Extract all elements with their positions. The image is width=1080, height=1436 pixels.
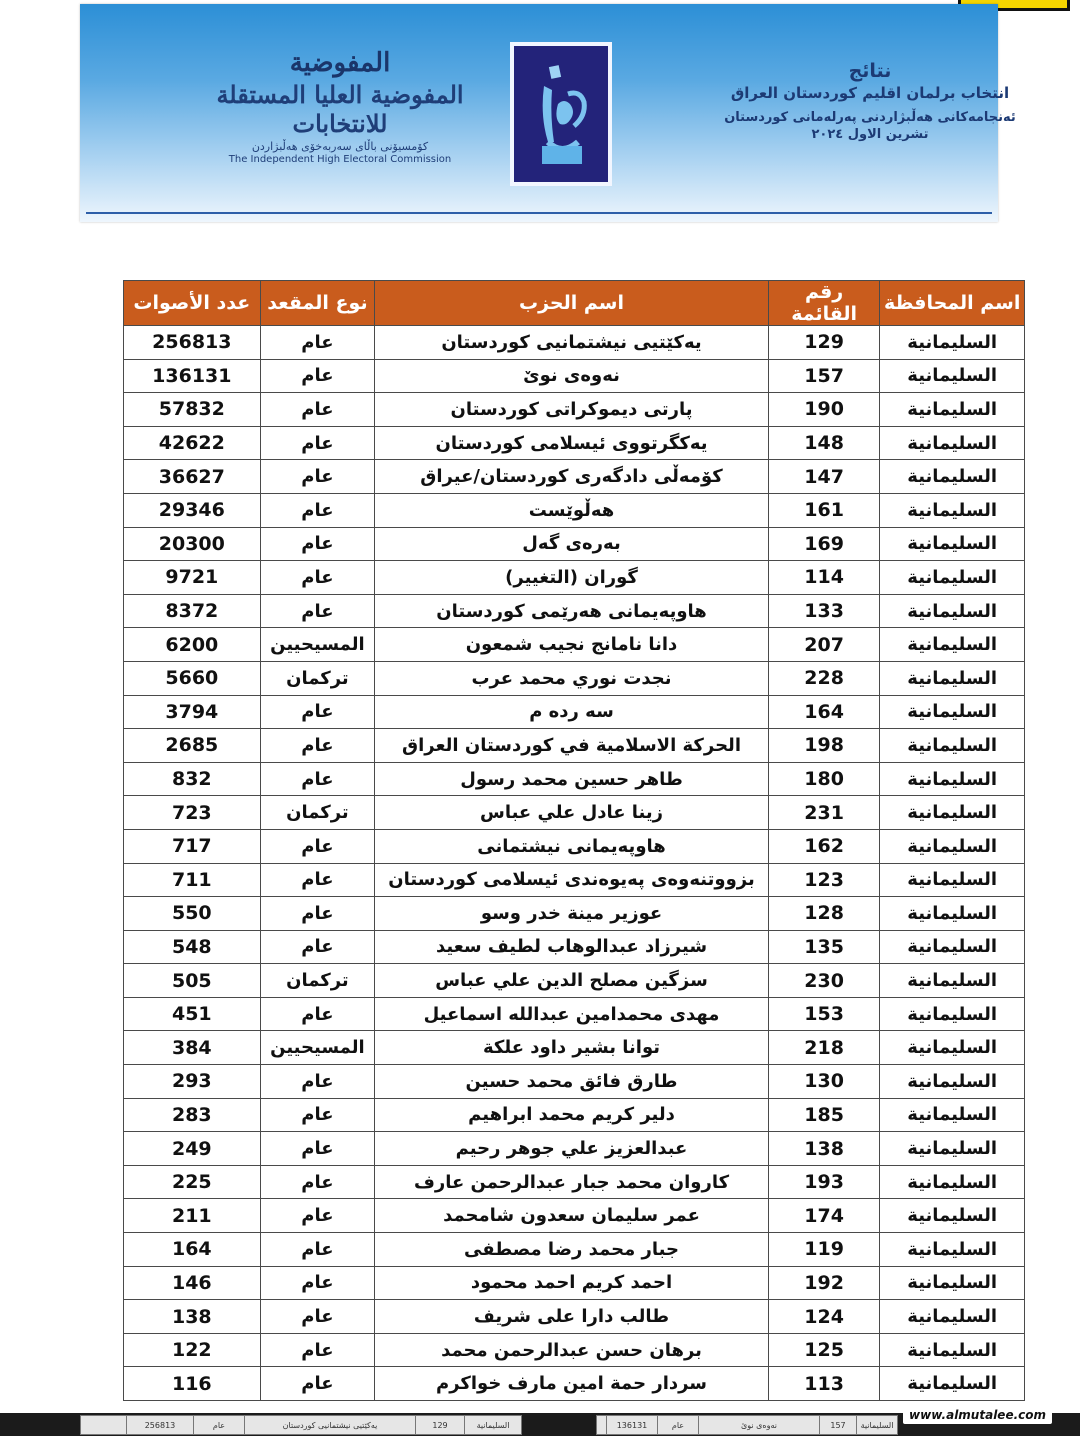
cell-votes: 20300 [124, 527, 261, 561]
cell-seat-type: عام [260, 695, 375, 729]
mini-cell-gov: السليمانية [856, 1416, 897, 1434]
cell-seat-type: تركمان [260, 796, 375, 830]
cell-list-number: 138 [768, 1132, 879, 1166]
cell-seat-type: تركمان [260, 964, 375, 998]
cell-list-number: 130 [768, 1065, 879, 1099]
table-row [124, 359, 1025, 393]
cell-list-number: 185 [768, 1098, 879, 1132]
cell-seat-type: عام [260, 1132, 375, 1166]
cell-votes: 138 [124, 1300, 261, 1334]
cell-governorate: السليمانية [880, 964, 1025, 998]
cell-seat-type: تركمان [260, 661, 375, 695]
cell-party: سزگين مصلح الدين علي عباس [375, 964, 769, 998]
cell-seat-type: عام [260, 561, 375, 595]
cell-seat-type: عام [260, 527, 375, 561]
cell-votes: 832 [124, 762, 261, 796]
cell-votes: 256813 [124, 326, 261, 360]
cell-list-number: 124 [768, 1300, 879, 1334]
ihec-banner [80, 4, 1016, 222]
cell-votes: 146 [124, 1266, 261, 1300]
cell-votes: 211 [124, 1199, 261, 1233]
cell-votes: 2685 [124, 729, 261, 763]
cell-votes: 6200 [124, 628, 261, 662]
header-votes: عدد الأصوات [124, 281, 261, 326]
cell-party: بەرەی گەل [375, 527, 769, 561]
cell-governorate: السليمانية [880, 1031, 1025, 1065]
cell-party: یەکگرتووی ئیسلامی کوردستان [375, 426, 769, 460]
cell-seat-type: المسيحيين [260, 1031, 375, 1065]
cell-votes: 225 [124, 1165, 261, 1199]
results-date: تشرين الاول ٢٠٢٤ [811, 127, 929, 142]
table-row [124, 1266, 1025, 1300]
cell-votes: 550 [124, 897, 261, 931]
results-table [123, 280, 1025, 1401]
cell-governorate: السليمانية [880, 930, 1025, 964]
cell-party: عوزير مينة خدر وسو [375, 897, 769, 931]
cell-votes: 136131 [124, 359, 261, 393]
cell-party: برهان حسن عبدالرحمن محمد [375, 1333, 769, 1367]
table-row [124, 1031, 1025, 1065]
table-row [124, 997, 1025, 1031]
cell-votes: 283 [124, 1098, 261, 1132]
header-list-number: رقم القائمة [768, 281, 879, 326]
table-row [124, 460, 1025, 494]
cell-seat-type: عام [260, 1165, 375, 1199]
table-row [124, 561, 1025, 595]
cell-seat-type: عام [260, 829, 375, 863]
cell-list-number: 148 [768, 426, 879, 460]
table-row [124, 326, 1025, 360]
cell-list-number: 161 [768, 493, 879, 527]
cell-votes: 122 [124, 1333, 261, 1367]
cell-seat-type: عام [260, 1367, 375, 1401]
cell-votes: 57832 [124, 393, 261, 427]
cell-governorate: السليمانية [880, 393, 1025, 427]
mini-cell-seat: عام [193, 1416, 244, 1434]
cell-governorate: السليمانية [880, 1065, 1025, 1099]
cell-governorate: السليمانية [880, 1199, 1025, 1233]
results-title: نتائج [848, 60, 892, 82]
cell-party: طاهر حسين محمد رسول [375, 762, 769, 796]
site-watermark: www.almutalee.com [903, 1406, 1052, 1424]
table-row [124, 527, 1025, 561]
cell-governorate: السليمانية [880, 863, 1025, 897]
cell-party: هاوپەیمانی هەرێمی کوردستان [375, 594, 769, 628]
cell-list-number: 230 [768, 964, 879, 998]
table-row [124, 1233, 1025, 1267]
cell-governorate: السليمانية [880, 1300, 1025, 1334]
cell-party: هاوپەیمانی نیشتمانی [375, 829, 769, 863]
cell-list-number: 128 [768, 897, 879, 931]
mini-row-2 [596, 1415, 898, 1435]
table-row [124, 393, 1025, 427]
cell-votes: 717 [124, 829, 261, 863]
cell-list-number: 174 [768, 1199, 879, 1233]
cell-party: سردار حمة امين مارف خواكرم [375, 1367, 769, 1401]
cell-seat-type: عام [260, 594, 375, 628]
table-row [124, 1098, 1025, 1132]
cell-party: هەڵوێست [375, 493, 769, 527]
table-row [124, 1199, 1025, 1233]
mini-cell-gov: السليمانية [464, 1416, 521, 1434]
mini-cell-party: یەکێتیی نیشتمانیی کوردستان [244, 1416, 415, 1434]
cell-party: الحركة الاسلامية في كوردستان العراق [375, 729, 769, 763]
cell-governorate: السليمانية [880, 628, 1025, 662]
cell-party: شيرزاد عبدالوهاب لطيف سعيد [375, 930, 769, 964]
cell-party: كاروان محمد جبار عبدالرحمن عارف [375, 1165, 769, 1199]
cell-seat-type: عام [260, 930, 375, 964]
header-seat-type: نوع المقعد [260, 281, 375, 326]
cell-votes: 8372 [124, 594, 261, 628]
cell-seat-type: عام [260, 1300, 375, 1334]
table-row [124, 897, 1025, 931]
table-row [124, 426, 1025, 460]
cell-votes: 548 [124, 930, 261, 964]
table-row [124, 1300, 1025, 1334]
cell-party: عمر سليمان سعدون شامحمد [375, 1199, 769, 1233]
cell-seat-type: عام [260, 1065, 375, 1099]
cell-party: دانا نامانج نجيب شمعون [375, 628, 769, 662]
table-row [124, 762, 1025, 796]
cell-list-number: 192 [768, 1266, 879, 1300]
cell-seat-type: عام [260, 863, 375, 897]
cell-party: گوران (التغيير) [375, 561, 769, 595]
cell-votes: 9721 [124, 561, 261, 595]
cell-governorate: السليمانية [880, 1165, 1025, 1199]
cell-party: توانا بشير داود علكة [375, 1031, 769, 1065]
cell-votes: 384 [124, 1031, 261, 1065]
cell-votes: 5660 [124, 661, 261, 695]
cell-governorate: السليمانية [880, 997, 1025, 1031]
cell-governorate: السليمانية [880, 1098, 1025, 1132]
cell-party: دلير كريم محمد ابراهيم [375, 1098, 769, 1132]
cell-seat-type: عام [260, 997, 375, 1031]
table-row [124, 1065, 1025, 1099]
cell-party: سه رده م [375, 695, 769, 729]
cell-seat-type: عام [260, 1333, 375, 1367]
cell-seat-type: عام [260, 326, 375, 360]
cell-governorate: السليمانية [880, 796, 1025, 830]
table-row [124, 930, 1025, 964]
cell-party: طالب دارا على شريف [375, 1300, 769, 1334]
cell-votes: 711 [124, 863, 261, 897]
cell-governorate: السليمانية [880, 897, 1025, 931]
table-row [124, 796, 1025, 830]
cell-governorate: السليمانية [880, 829, 1025, 863]
mini-cell-votes: 256813 [126, 1416, 193, 1434]
cell-seat-type: عام [260, 359, 375, 393]
table-row [124, 729, 1025, 763]
cell-party: کۆمەڵی دادگەری کوردستان/عیراق [375, 460, 769, 494]
cell-list-number: 180 [768, 762, 879, 796]
cell-governorate: السليمانية [880, 460, 1025, 494]
table-row [124, 695, 1025, 729]
cell-votes: 36627 [124, 460, 261, 494]
cell-seat-type: عام [260, 897, 375, 931]
cell-list-number: 157 [768, 359, 879, 393]
mini-cell-list: 129 [415, 1416, 464, 1434]
cell-governorate: السليمانية [880, 661, 1025, 695]
ihec-name-kurdish: کۆمسیۆنی باڵای سەربەخۆی هەڵبژاردن [251, 140, 429, 153]
cell-governorate: السليمانية [880, 729, 1025, 763]
banner-divider [86, 212, 992, 214]
cell-party: نجدت نوري محمد عرب [375, 661, 769, 695]
cell-seat-type: عام [260, 460, 375, 494]
table-row [124, 829, 1025, 863]
header-party: اسم الحزب [375, 281, 769, 326]
cell-votes: 293 [124, 1065, 261, 1099]
cell-seat-type: عام [260, 1199, 375, 1233]
cell-seat-type: المسيحيين [260, 628, 375, 662]
cell-list-number: 190 [768, 393, 879, 427]
cell-list-number: 169 [768, 527, 879, 561]
ihec-name-english: The Independent High Electoral Commission [228, 154, 452, 165]
cell-governorate: السليمانية [880, 594, 1025, 628]
cell-votes: 116 [124, 1367, 261, 1401]
cell-list-number: 113 [768, 1367, 879, 1401]
cell-seat-type: عام [260, 729, 375, 763]
table-row [124, 863, 1025, 897]
cell-list-number: 228 [768, 661, 879, 695]
results-subtitle: انتخاب برلمان اقليم كوردستان العراق [730, 84, 1010, 102]
cell-party: جبار محمد رضا مصطفى [375, 1233, 769, 1267]
cell-list-number: 147 [768, 460, 879, 494]
cell-governorate: السليمانية [880, 1233, 1025, 1267]
cell-votes: 505 [124, 964, 261, 998]
cell-votes: 164 [124, 1233, 261, 1267]
cell-party: زينا عادل علي عباس [375, 796, 769, 830]
cell-party: پارتی دیموکراتی کوردستان [375, 393, 769, 427]
cell-party: بزووتنەوەی پەیوەندی ئیسلامی کوردستان [375, 863, 769, 897]
cell-governorate: السليمانية [880, 426, 1025, 460]
cell-party: یەکێتیی نیشتمانیی کوردستان [375, 326, 769, 360]
cell-governorate: السليمانية [880, 359, 1025, 393]
cell-votes: 451 [124, 997, 261, 1031]
cell-party: احمد كريم احمد محمود [375, 1266, 769, 1300]
cell-party: مهدى محمدامين عبدالله اسماعيل [375, 997, 769, 1031]
ihec-name-arabic: المفوضية العليا المستقلة للانتخابات [216, 80, 464, 138]
table-row [124, 1132, 1025, 1166]
mini-row-1 [80, 1415, 522, 1435]
results-subtitle-kurdish: ئەنجامەکانی هەڵبژاردنی پەرلەمانی کوردستان [724, 110, 1016, 125]
cell-governorate: السليمانية [880, 1367, 1025, 1401]
results-title-block [680, 60, 1060, 142]
cell-list-number: 129 [768, 326, 879, 360]
cell-list-number: 193 [768, 1165, 879, 1199]
mini-cell-votes: 136131 [606, 1416, 657, 1434]
header-governorate: اسم المحافظة [880, 281, 1025, 326]
cell-seat-type: عام [260, 1233, 375, 1267]
table-row [124, 1367, 1025, 1401]
cell-list-number: 164 [768, 695, 879, 729]
table-row [124, 594, 1025, 628]
cell-list-number: 114 [768, 561, 879, 595]
cell-list-number: 207 [768, 628, 879, 662]
cell-list-number: 231 [768, 796, 879, 830]
cell-governorate: السليمانية [880, 1266, 1025, 1300]
cell-governorate: السليمانية [880, 561, 1025, 595]
cell-list-number: 198 [768, 729, 879, 763]
cell-list-number: 218 [768, 1031, 879, 1065]
cell-party: عبدالعزيز علي جوهر رحيم [375, 1132, 769, 1166]
cell-list-number: 119 [768, 1233, 879, 1267]
ihec-ballot-logo-icon [510, 42, 612, 186]
cell-party: طارق فائق محمد حسين [375, 1065, 769, 1099]
cell-seat-type: عام [260, 1266, 375, 1300]
cell-list-number: 135 [768, 930, 879, 964]
cell-seat-type: عام [260, 762, 375, 796]
cell-list-number: 162 [768, 829, 879, 863]
cell-governorate: السليمانية [880, 1132, 1025, 1166]
cell-votes: 3794 [124, 695, 261, 729]
mini-cell-list: 157 [819, 1416, 856, 1434]
cell-votes: 723 [124, 796, 261, 830]
table-row [124, 964, 1025, 998]
ihec-emblem-text: المفوضية [289, 48, 391, 78]
cell-votes: 42622 [124, 426, 261, 460]
cell-seat-type: عام [260, 426, 375, 460]
cell-list-number: 123 [768, 863, 879, 897]
table-row [124, 493, 1025, 527]
cell-party: نەوەی نوێ [375, 359, 769, 393]
cell-governorate: السليمانية [880, 695, 1025, 729]
ihec-title-block [180, 48, 500, 165]
cell-governorate: السليمانية [880, 527, 1025, 561]
mini-cell-party: نەوەی نوێ [698, 1416, 819, 1434]
cell-governorate: السليمانية [880, 493, 1025, 527]
cell-list-number: 153 [768, 997, 879, 1031]
table-header-row [124, 281, 1025, 326]
cell-votes: 29346 [124, 493, 261, 527]
cell-list-number: 133 [768, 594, 879, 628]
cell-votes: 249 [124, 1132, 261, 1166]
table-row [124, 628, 1025, 662]
mini-cell-seat: عام [657, 1416, 698, 1434]
cell-seat-type: عام [260, 393, 375, 427]
cell-governorate: السليمانية [880, 1333, 1025, 1367]
cell-list-number: 125 [768, 1333, 879, 1367]
cell-seat-type: عام [260, 493, 375, 527]
table-row [124, 1333, 1025, 1367]
cell-seat-type: عام [260, 1098, 375, 1132]
table-row [124, 1165, 1025, 1199]
table-row [124, 661, 1025, 695]
cell-governorate: السليمانية [880, 326, 1025, 360]
cell-governorate: السليمانية [880, 762, 1025, 796]
